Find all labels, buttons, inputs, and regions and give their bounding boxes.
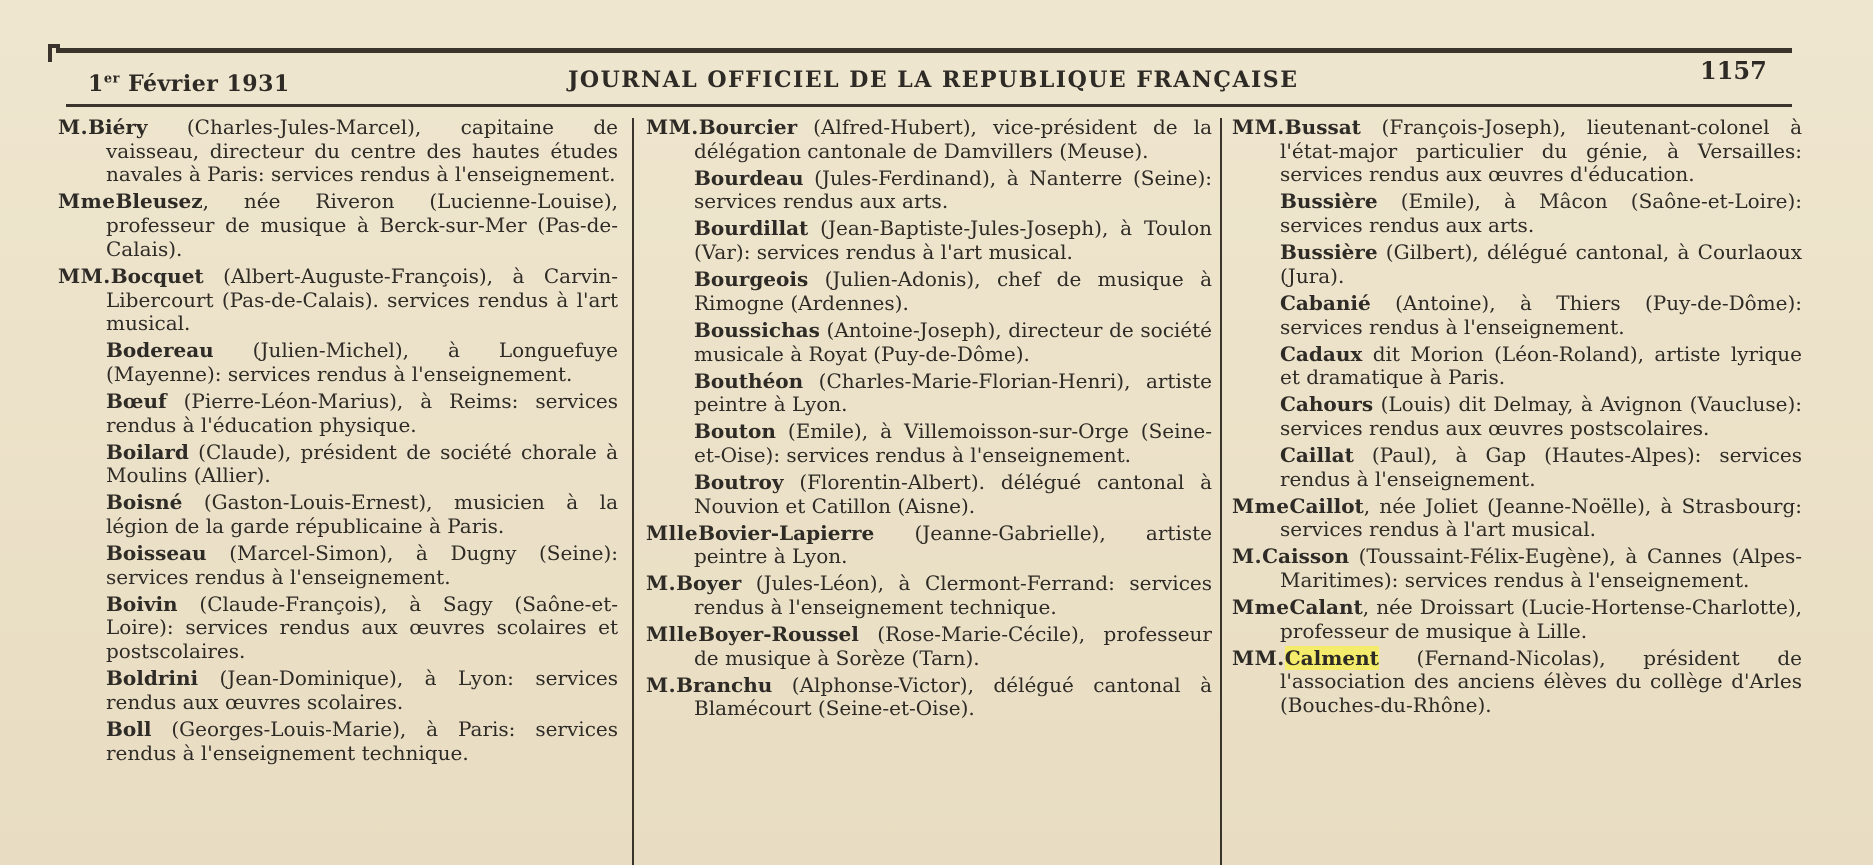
honoree-entry bbox=[58, 667, 618, 714]
honoree-entry bbox=[1232, 495, 1802, 542]
honoree-entry bbox=[58, 542, 618, 589]
surname: Bœuf bbox=[106, 388, 167, 413]
honoree-entry bbox=[646, 471, 1212, 518]
surname: Boivin bbox=[106, 591, 178, 616]
title-prefix: MM. bbox=[646, 116, 699, 139]
entry-text: (Marcel-Simon), à Dugny (Seine): services rendus à l'enseignement. bbox=[106, 541, 618, 589]
honoree-entry bbox=[646, 167, 1212, 214]
entry-text: (Jules-Ferdinand), à Nanterre (Seine): services rendus aux arts. bbox=[694, 165, 1212, 214]
surname: Bocquet bbox=[110, 263, 204, 288]
entry-text: (Gaston-Louis-Ernest), musicien à la légion de la garde républicaine à Paris. bbox=[106, 490, 618, 539]
honoree-entry bbox=[1232, 647, 1802, 718]
column-divider-1 bbox=[632, 118, 634, 865]
surname: Boyer bbox=[676, 571, 742, 596]
surname: Boutroy bbox=[694, 469, 784, 494]
surname: Boisné bbox=[106, 490, 183, 515]
honoree-entry bbox=[1232, 241, 1802, 288]
honoree-entry bbox=[1232, 343, 1802, 390]
header-date bbox=[88, 71, 290, 97]
surname: Bouton bbox=[694, 419, 776, 444]
column-divider-2 bbox=[1220, 118, 1222, 865]
surname: Bussière bbox=[1280, 189, 1378, 214]
honoree-entry bbox=[646, 420, 1212, 467]
entry-text: (Jean-Dominique), à Lyon: services rendus aux œuvres scolaires. bbox=[106, 666, 618, 714]
page-number: 1157 bbox=[1700, 56, 1767, 85]
honoree-entry bbox=[58, 593, 618, 664]
entry-text: (Antoine-Joseph), directeur de société musicale à Royat (Puy-de-Dôme). bbox=[694, 317, 1212, 366]
column-1 bbox=[58, 116, 618, 865]
entry-text: (François-Joseph), lieutenant-colonel à l'état-major particulier du génie, à Versailles: services rendus aux œuvres d'éducation. bbox=[1280, 116, 1802, 187]
surname: Calant bbox=[1289, 595, 1363, 620]
column-2 bbox=[646, 116, 1212, 865]
surname: Bovier-Lapierre bbox=[698, 520, 875, 545]
entry-text: (Rose-Marie-Cécile), professeur de musique à Sorèze (Tarn). bbox=[694, 622, 1212, 670]
entry-text: (Florentin-Albert). délégué cantonal à Nouvion et Catillon (Aisne). bbox=[694, 469, 1212, 518]
surname: Caisson bbox=[1262, 544, 1349, 569]
honoree-entry bbox=[1232, 545, 1802, 592]
entry-text: (Claude-François), à Sagy (Saône-et-Loire): services rendus aux œuvres scolaires et postscolaires. bbox=[106, 591, 618, 664]
title-prefix: Mme bbox=[1232, 493, 1290, 518]
surname: Caillot bbox=[1289, 493, 1364, 518]
title-prefix: M. bbox=[646, 571, 677, 596]
entry-text: (Gilbert), délégué cantonal, à Courlaoux (Jura). bbox=[1280, 240, 1802, 288]
entry-text: dit Morion (Léon-Roland), artiste lyrique et dramatique à Paris. bbox=[1280, 341, 1802, 390]
entry-text: , née Riveron (Lucienne-Louise), professeur de musique à Berck-sur-Mer (Pas-de-Calais). bbox=[106, 189, 618, 261]
entry-text: (Julien-Adonis), chef de musique à Rimogne (Ardennes). bbox=[694, 267, 1212, 315]
honoree-entry bbox=[1232, 190, 1802, 237]
title-prefix: MM. bbox=[58, 263, 111, 288]
title-prefix: MM. bbox=[1232, 645, 1285, 670]
entry-text: (Antoine), à Thiers (Puy-de-Dôme): services rendus à l'enseignement. bbox=[1280, 290, 1802, 339]
surname: Boisseau bbox=[106, 541, 207, 566]
surname: Branchu bbox=[676, 672, 773, 697]
entry-text: (Emile), à Villemoisson-sur-Orge (Seine-et-Oise): services rendus à l'enseignement. bbox=[694, 419, 1212, 467]
entry-text: (Charles-Jules-Marcel), capitaine de vaisseau, directeur du centre des hautes études navales à Paris: services rendus à l'enseignement. bbox=[106, 116, 618, 187]
column-3 bbox=[1232, 116, 1802, 865]
entry-text: (Jules-Léon), à Clermont-Ferrand: services rendus à l'enseignement technique. bbox=[694, 571, 1212, 620]
honoree-entry bbox=[58, 390, 618, 437]
entry-text: (Claude), président de société chorale à Moulins (Allier). bbox=[106, 439, 618, 488]
surname: Boldrini bbox=[106, 666, 199, 691]
entry-text: (Paul), à Gap (Hautes-Alpes): services rendus à l'enseignement. bbox=[1280, 442, 1802, 491]
surname: Boll bbox=[106, 716, 152, 741]
entry-text: (Fernand-Nicolas), président de l'association des anciens élèves du collège d'Arles (Bouches-du-Rhône). bbox=[1280, 645, 1802, 718]
honoree-entry bbox=[646, 116, 1212, 163]
surname: Cahours bbox=[1280, 392, 1374, 417]
honoree-entry bbox=[646, 572, 1212, 619]
surname: Boyer-Roussel bbox=[698, 622, 859, 647]
surname: Bleusez bbox=[115, 189, 203, 214]
title-prefix: MM. bbox=[1232, 116, 1285, 139]
honoree-entry bbox=[646, 370, 1212, 417]
honoree-entry bbox=[58, 116, 618, 187]
entry-text: (Jean-Baptiste-Jules-Joseph), à Toulon (Var): services rendus à l'art musical. bbox=[694, 216, 1212, 265]
surname: Bodereau bbox=[106, 338, 214, 363]
honoree-entry bbox=[1232, 292, 1802, 339]
entry-text: , née Joliet (Jeanne-Noëlle), à Strasbourg: services rendus à l'art musical. bbox=[1280, 493, 1802, 542]
entry-text: (Georges-Louis-Marie), à Paris: services rendus à l'enseignement technique. bbox=[106, 716, 618, 765]
title-prefix: Mlle bbox=[646, 622, 699, 647]
honoree-entry bbox=[58, 190, 618, 261]
entry-text: (Charles-Marie-Florian-Henri), artiste peintre à Lyon. bbox=[694, 368, 1212, 417]
honoree-entry bbox=[58, 718, 618, 765]
title-prefix: M. bbox=[58, 116, 89, 139]
surname: Cadaux bbox=[1280, 341, 1363, 366]
honoree-entry bbox=[58, 339, 618, 386]
title-prefix: Mme bbox=[1232, 595, 1290, 620]
surname: Cabanié bbox=[1280, 290, 1371, 315]
surname: Bourdeau bbox=[694, 165, 804, 190]
entry-text: (Alphonse-Victor), délégué cantonal à Blamécourt (Seine-et-Oise). bbox=[694, 672, 1212, 721]
surname: Bussat bbox=[1284, 116, 1361, 139]
honoree-entry bbox=[646, 217, 1212, 264]
surname: Biéry bbox=[88, 116, 148, 139]
entry-text: (Julien-Michel), à Longuefuye (Mayenne): services rendus à l'enseignement. bbox=[106, 338, 618, 386]
honoree-entry bbox=[58, 441, 618, 488]
header-top-rule bbox=[56, 48, 1792, 53]
surname: Bourgeois bbox=[694, 267, 809, 292]
surname: Bussière bbox=[1280, 240, 1378, 265]
header-bottom-rule bbox=[66, 104, 1792, 107]
entry-text: (Alfred-Hubert), vice-président de la délégation cantonale de Damvillers (Meuse). bbox=[694, 116, 1212, 163]
honoree-entry bbox=[646, 319, 1212, 366]
journal-title: JOURNAL OFFICIEL DE LA REPUBLIQUE FRANÇAISE bbox=[568, 67, 1299, 93]
highlighted-surname: Calment bbox=[1284, 645, 1379, 670]
surname: Boilard bbox=[106, 439, 189, 464]
header-date-rest: Février 1931 bbox=[119, 71, 290, 97]
title-prefix: Mlle bbox=[646, 520, 699, 545]
entry-text: , née Droissart (Lucie-Hortense-Charlotte), professeur de musique à Lille. bbox=[1280, 595, 1802, 643]
title-prefix: M. bbox=[646, 672, 677, 697]
surname: Caillat bbox=[1280, 442, 1354, 467]
honoree-entry bbox=[1232, 444, 1802, 491]
title-prefix: M. bbox=[1232, 544, 1263, 569]
entry-text: (Toussaint-Félix-Eugène), à Cannes (Alpes-Maritimes): services rendus à l'enseignement. bbox=[1280, 544, 1802, 593]
honoree-entry bbox=[58, 265, 618, 336]
honoree-entry bbox=[1232, 393, 1802, 440]
honoree-entry bbox=[58, 491, 618, 538]
entry-text: (Pierre-Léon-Marius), à Reims: services rendus à l'éducation physique. bbox=[106, 388, 618, 437]
header-date-sup: er bbox=[103, 71, 120, 87]
honoree-entry bbox=[646, 623, 1212, 670]
entry-text: (Louis) dit Delmay, à Avignon (Vaucluse): services rendus aux œuvres postscolaires. bbox=[1280, 392, 1802, 440]
entry-text: (Emile), à Mâcon (Saône-et-Loire): services rendus aux arts. bbox=[1280, 189, 1802, 238]
honoree-entry bbox=[646, 522, 1212, 569]
title-prefix: Mme bbox=[58, 189, 116, 214]
surname: Bourdillat bbox=[694, 216, 809, 241]
header-rule-hook bbox=[48, 44, 60, 62]
honoree-entry bbox=[1232, 116, 1802, 187]
surname: Bourcier bbox=[698, 116, 798, 139]
honoree-entry bbox=[1232, 596, 1802, 643]
honoree-entry bbox=[646, 268, 1212, 315]
entry-text: (Jeanne-Gabrielle), artiste peintre à Lyon. bbox=[694, 520, 1212, 569]
entry-text: (Albert-Auguste-François), à Carvin-Libercourt (Pas-de-Calais). services rendus à l'art musical. bbox=[106, 263, 618, 336]
header-date-day: 1 bbox=[88, 71, 104, 97]
honoree-entry bbox=[646, 674, 1212, 721]
surname: Bouthéon bbox=[694, 368, 804, 393]
surname: Boussichas bbox=[694, 317, 820, 342]
